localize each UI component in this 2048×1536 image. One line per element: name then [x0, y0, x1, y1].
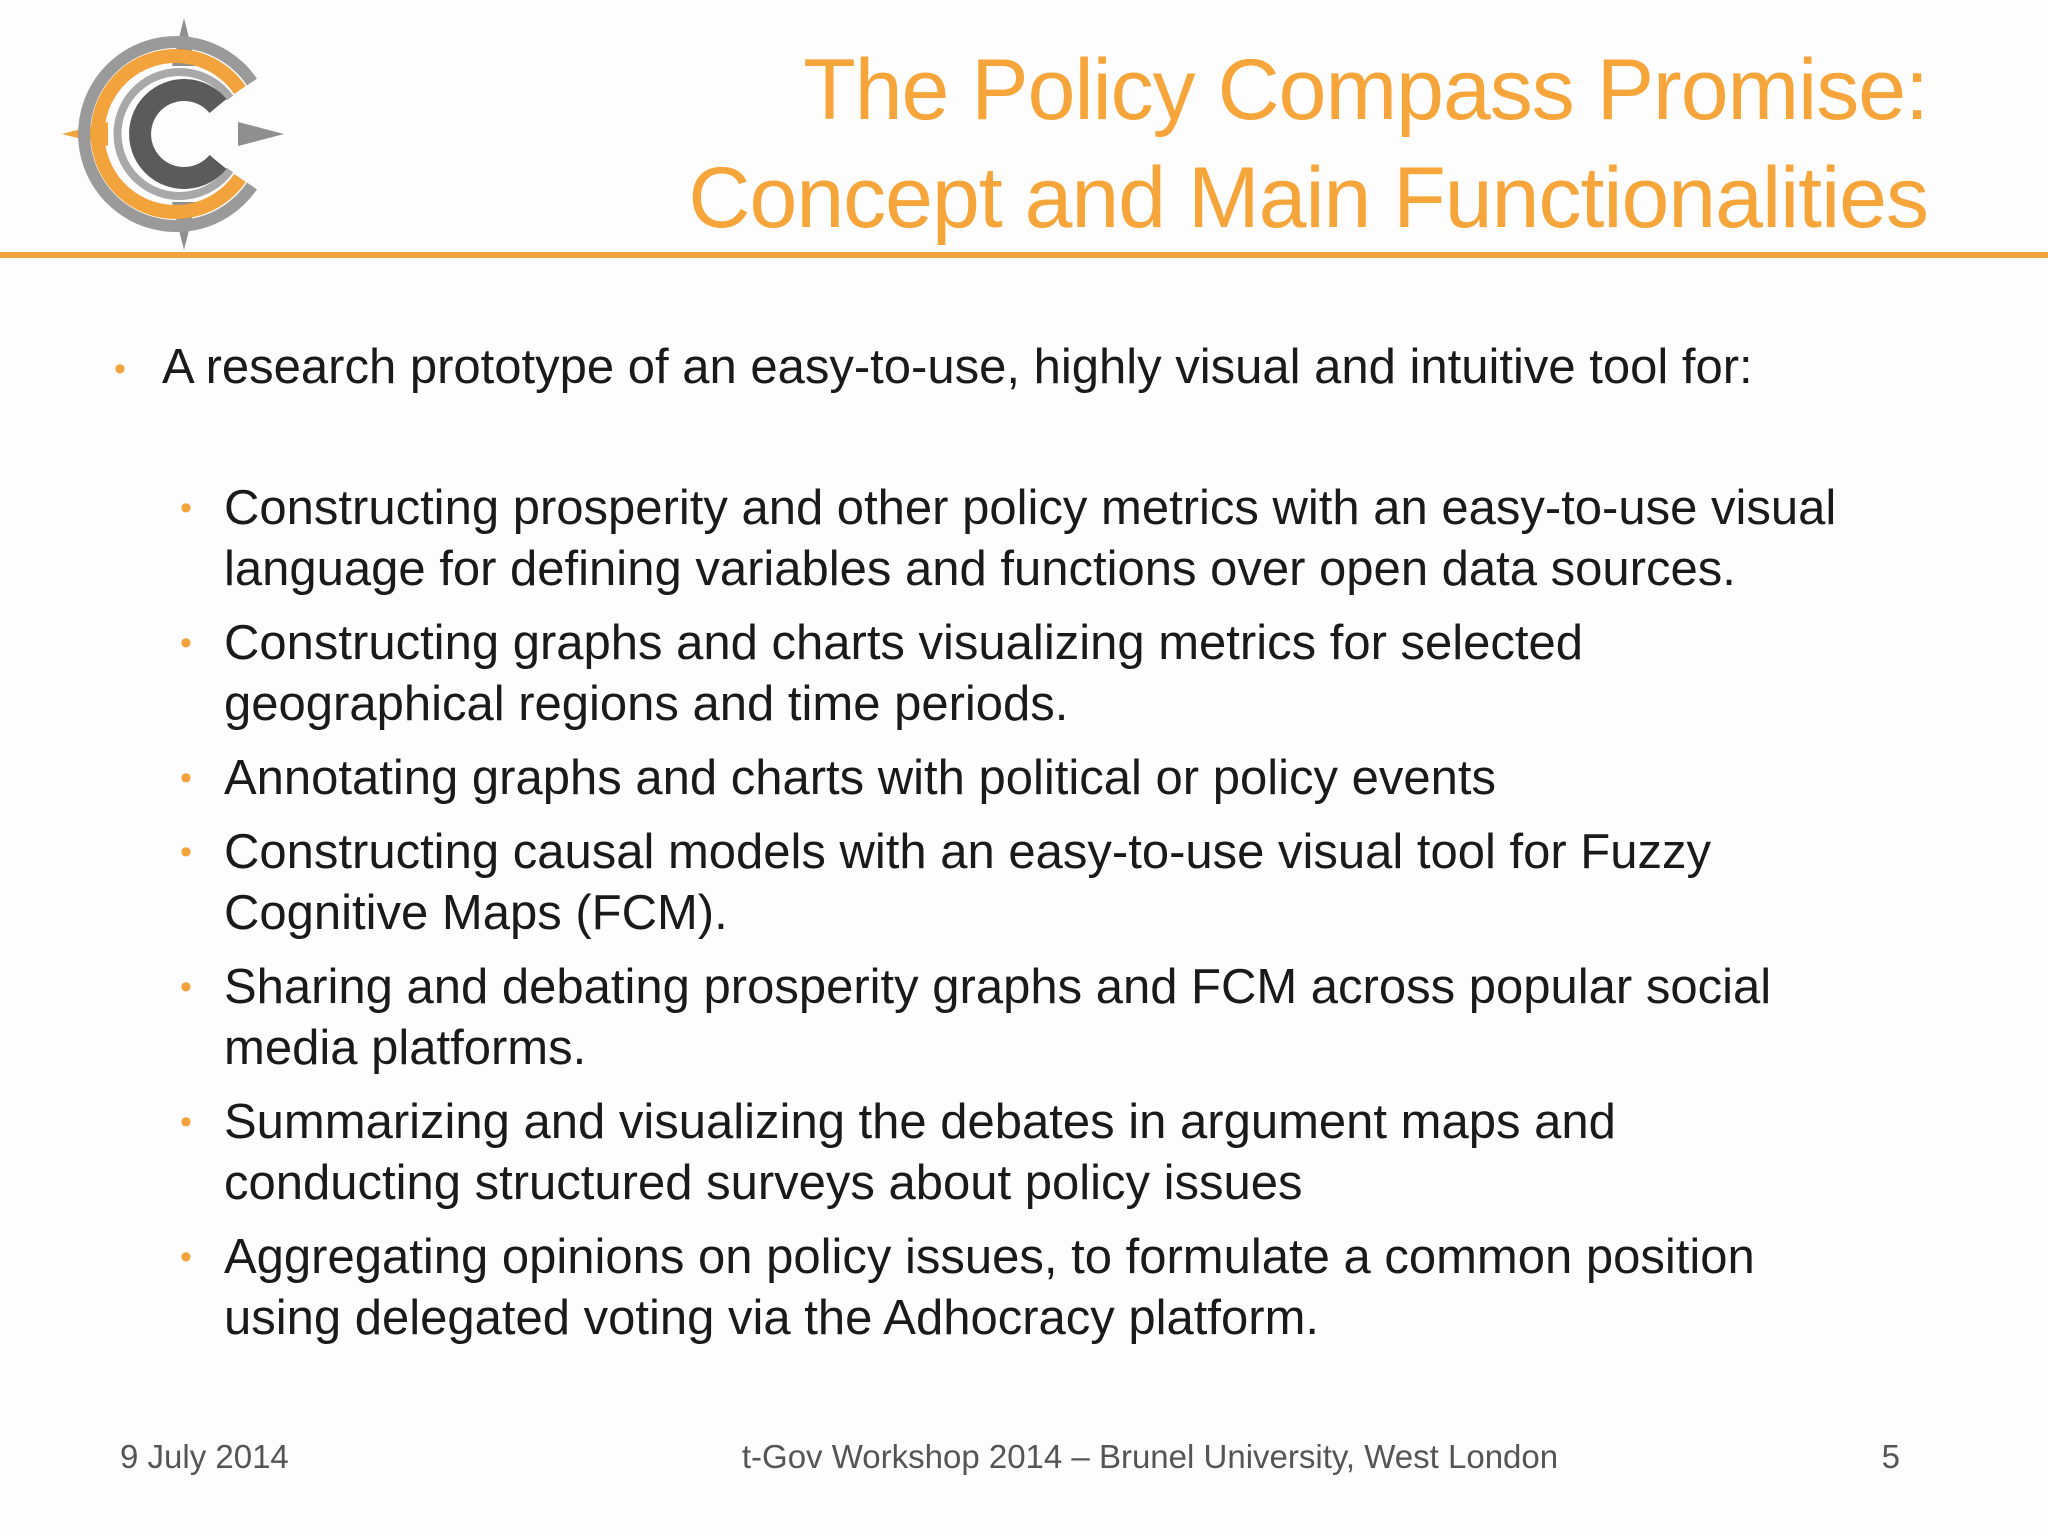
- bullet-dot-icon: •: [180, 759, 192, 797]
- list-item: [180, 613, 1960, 735]
- list-item-line: Cognitive Maps (FCM).: [224, 886, 728, 940]
- bullet-dot-icon: •: [180, 624, 192, 662]
- bullet-dot-icon: •: [114, 350, 126, 388]
- slide-title-line2: Concept and Main Functionalities: [688, 150, 1928, 246]
- bullet-dot-icon: •: [180, 968, 192, 1006]
- bullet-dot-icon: •: [180, 833, 192, 871]
- list-item-line: Aggregating opinions on policy issues, to formulate a common position: [224, 1230, 1755, 1284]
- list-item-line: Constructing prosperity and other policy metrics with an easy-to-use visual: [224, 481, 1837, 535]
- list-item: [180, 748, 1960, 809]
- footer-event: t-Gov Workshop 2014 – Brunel University, West London: [741, 1438, 1559, 1475]
- policy-compass-logo-icon: [62, 14, 284, 254]
- main-bullet-text: A research prototype of an easy-to-use, highly visual and intuitive tool for:: [162, 340, 1753, 394]
- list-item-line: using delegated voting via the Adhocracy platform.: [224, 1291, 1320, 1345]
- bullet-dot-icon: •: [180, 1238, 192, 1276]
- list-item-line: media platforms.: [224, 1021, 587, 1075]
- list-item: [180, 822, 1960, 944]
- list-item: [180, 478, 1960, 600]
- list-item-line: conducting structured surveys about policy issues: [224, 1156, 1303, 1210]
- bullet-dot-icon: •: [180, 489, 192, 527]
- slide-title: [528, 36, 1928, 252]
- list-item-line: Summarizing and visualizing the debates in argument maps and: [224, 1095, 1616, 1149]
- list-item-line: language for defining variables and functions over open data sources.: [224, 542, 1736, 596]
- slide-title-line1: The Policy Compass Promise:: [803, 42, 1928, 138]
- list-item-line: Constructing causal models with an easy-to-use visual tool for Fuzzy: [224, 825, 1711, 879]
- list-item: [180, 1092, 1960, 1214]
- main-bullet: [114, 334, 1753, 400]
- page-number: 5: [1881, 1438, 1900, 1475]
- list-item-line: Sharing and debating prosperity graphs and FCM across popular social: [224, 960, 1772, 1014]
- list-item-line: geographical regions and time periods.: [224, 677, 1069, 731]
- bullet-dot-icon: •: [180, 1103, 192, 1141]
- list-item: [180, 957, 1960, 1079]
- title-divider: [0, 252, 2048, 258]
- sub-bullet-list: [180, 478, 1960, 1362]
- footer-date: 9 July 2014: [120, 1438, 289, 1475]
- list-item-line: Annotating graphs and charts with political or policy events: [224, 751, 1496, 805]
- list-item: [180, 1227, 1960, 1349]
- list-item-line: Constructing graphs and charts visualizing metrics for selected: [224, 616, 1584, 670]
